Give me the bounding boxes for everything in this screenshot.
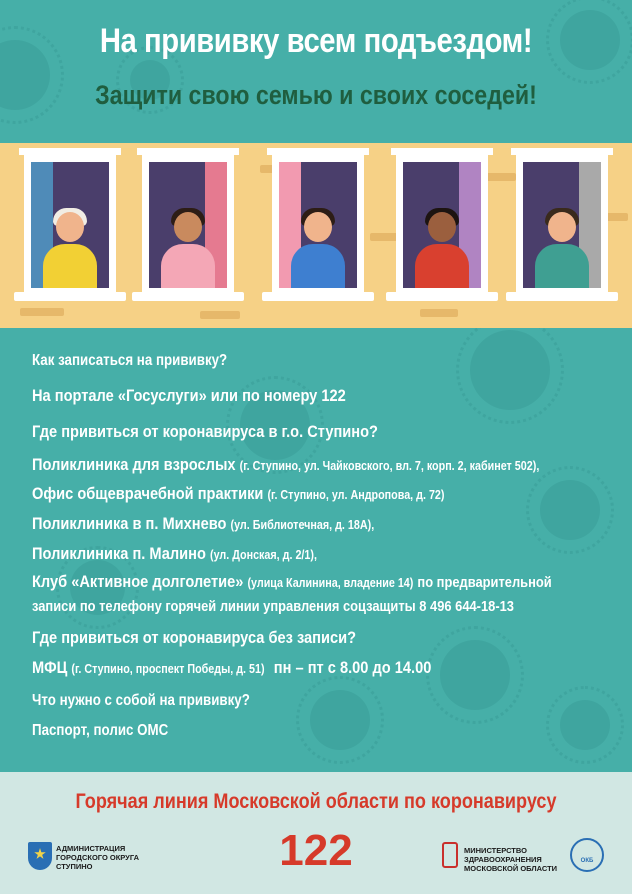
face [548,212,576,242]
virus-decoration-icon [470,330,550,410]
curtain-rail [19,148,121,155]
shirt [43,244,97,288]
club-appointment-line [32,598,514,615]
window-sill [14,292,126,301]
neighbor-waving-woman [415,208,469,288]
virus-decoration-icon [560,700,610,750]
mfc-hours: пн – пт с 8.00 до 14.00 [273,658,432,677]
brick [200,311,240,319]
place-name: Клуб «Активное долголетие» [32,572,244,591]
virus-decoration-icon [540,480,600,540]
place-malino-clinic [32,544,317,564]
place-adult-clinic [32,455,539,475]
curtain-rail [391,148,493,155]
question-how-to-register: Как записаться на прививку? [32,352,228,369]
health-ministry-logo-icon [442,842,458,868]
answer-how-to-register: На портале «Госуслуги» или по номеру 122 [32,386,346,405]
ministry-logo-text: МИНИСТЕРСТВО ЗДРАВООХРАНЕНИЯ МОСКОВСКОЙ ОБЛАСТИ [464,846,558,873]
curtain-rail [267,148,369,155]
window-sill [506,292,618,301]
question-where-stupino: Где привиться от коронавируса в г.о. Ступино? [32,422,378,441]
mfc-name: МФЦ [32,658,68,677]
hospital-logo-text: ОКБ [580,858,594,864]
shirt [415,244,469,288]
virus-decoration-icon [440,640,510,710]
window-sill [262,292,374,301]
shirt [291,244,345,288]
place-address: (г. Ступино, ул. Чайковского, вл. 7, корп. 2, кабинет 502), [239,459,540,473]
face [304,212,332,242]
window-sill [386,292,498,301]
place-note: по предварительной [417,574,552,591]
mfc-address: (г. Ступино, проспект Победы, д. 51) [71,662,265,676]
place-mikhnevo-clinic [32,514,374,534]
place-active-longevity-club [32,572,552,592]
window-sill [132,292,244,301]
face [174,212,202,242]
window-5 [516,155,608,295]
virus-decoration-icon [310,690,370,750]
place-name: Офис общеврачебной практики [32,484,264,503]
shirt [535,244,589,288]
virus-decoration-icon [0,40,50,110]
hospital-logo-icon [570,838,604,872]
window-2 [142,155,234,295]
hotline-title: Горячая линия Московской области по коронавирусу [75,790,557,813]
window-3 [272,155,364,295]
place-name: Поликлиника в п. Михнево [32,514,227,533]
place-address: (г. Ступино, ул. Андропова, д. 72) [267,488,445,502]
page-title: На прививку всем подъездом! [99,22,533,60]
place-address: (ул. Донская, д. 2/1), [210,548,317,562]
brick [420,309,458,317]
brick [370,233,398,241]
club-appointment-text: записи по телефону горячей линии управления соцзащиты [32,598,416,615]
mfc-line [32,658,431,678]
stupino-coat-of-arms-icon [28,842,52,870]
neighbor-grandmother [43,208,97,288]
question-without-appointment: Где привиться от коронавируса без записи? [32,628,357,647]
answer-what-to-bring: Паспорт, полис ОМС [32,722,169,739]
question-what-to-bring: Что нужно с собой на прививку? [32,692,250,709]
window-4 [396,155,488,295]
face [56,212,84,242]
shirt [161,244,215,288]
place-address: (ул. Библиотечная, д. 18А), [230,518,375,532]
window-1 [24,155,116,295]
brick [20,308,64,316]
neighbor-woman-with-cup [291,208,345,288]
place-general-practice [32,484,445,504]
curtain-rail [511,148,613,155]
admin-logo-text: АДМИНИСТРАЦИЯ ГОРОДСКОГО ОКРУГА СТУПИНО [56,844,140,871]
page-subtitle: Защити свою семью и своих соседей! [95,80,537,110]
hotline-number: 122 [279,826,353,875]
place-address: (улица Калинина, владение 14) [247,576,414,590]
face [428,212,456,242]
neighbor-man-with-dog [535,208,589,288]
club-phone: 8 496 644-18-13 [419,598,514,615]
neighbor-man [161,208,215,288]
place-name: Поликлиника для взрослых [32,455,236,474]
place-name: Поликлиника п. Малино [32,544,206,563]
curtain-rail [137,148,239,155]
